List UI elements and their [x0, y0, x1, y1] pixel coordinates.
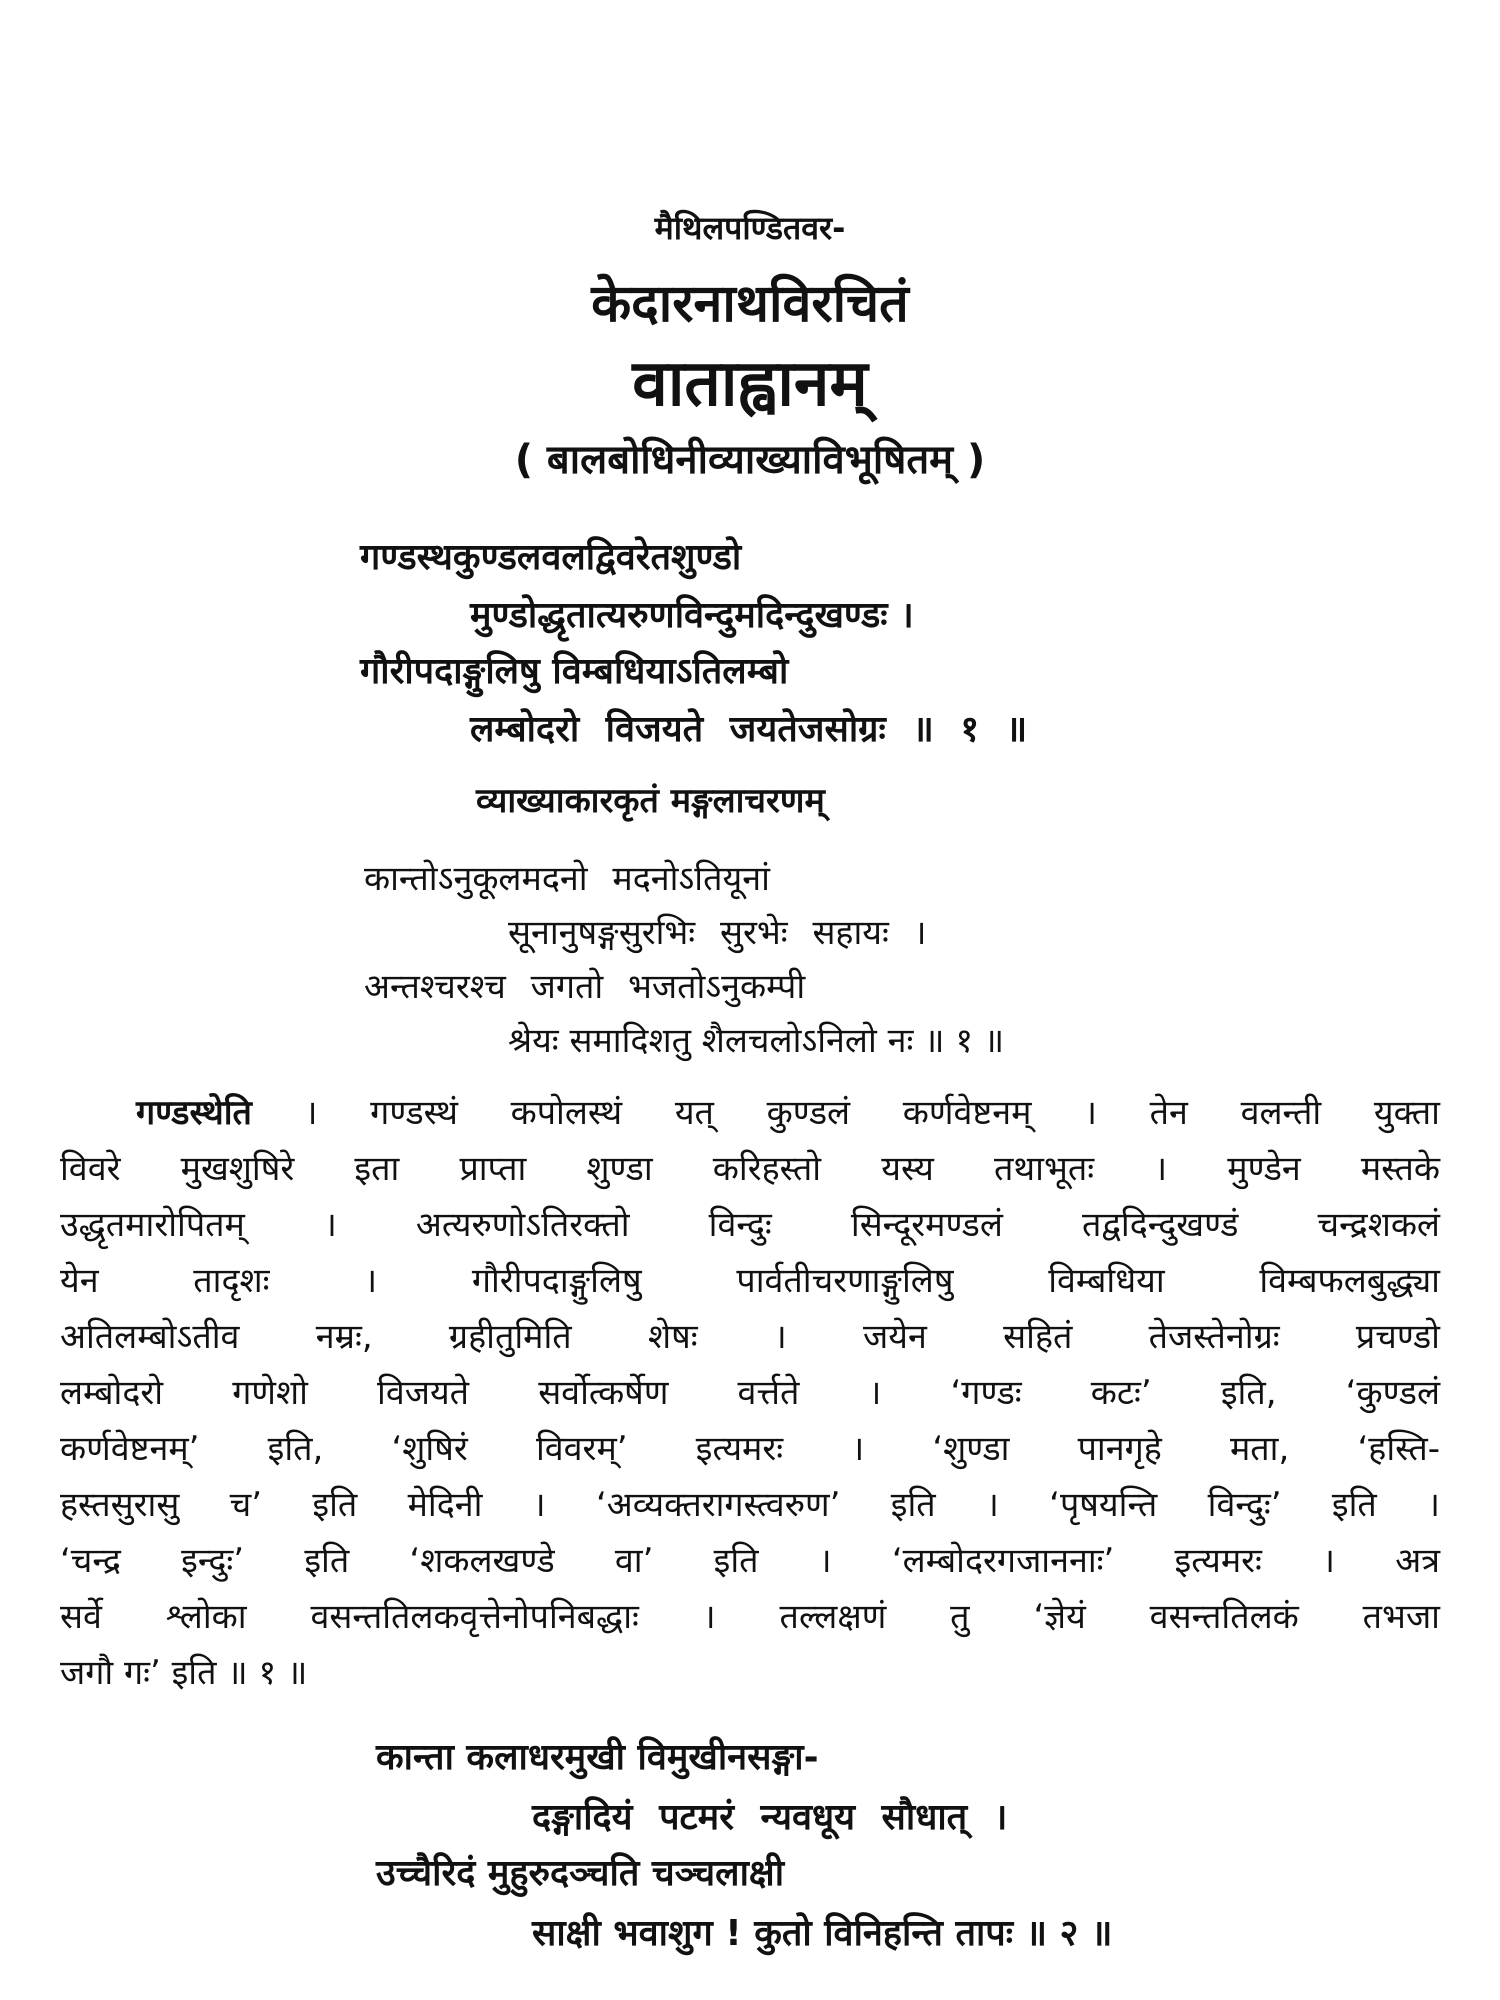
- commentary-line: [60, 1093, 1440, 1152]
- commentary-line: उद्धृतमारोपितम् । अत्यरुणोऽतिरक्तो विन्दुः सिन्दूरमण्डलं तद्वदिन्दुखण्डं चन्द्रशकलं: [60, 1205, 1440, 1245]
- subtitle: ( बालबोधिनीव्याख्याविभूषितम् ): [514, 437, 986, 483]
- verse2-line-2: दङ्गादियं पटमरं न्यवधूय सौधात् ।: [532, 1797, 1008, 1838]
- verse1-line-4: लम्बोदरो विजयते जयतेजसोग्रः ॥ १ ॥: [470, 709, 1028, 750]
- mangala-line-1: कान्तोऽनुकूलमदनो मदनोऽतियूनां: [364, 859, 770, 899]
- verse2-line-3: उच्चैरिदं मुहुरुदञ्चति चञ्चलाक्षी: [376, 1853, 785, 1894]
- author-title: केदारनाथविरचितं: [591, 274, 909, 334]
- commentary-line: लम्बोदरो गणेशो विजयते सर्वोत्कर्षेण वर्त्तते । ‘गण्डः कटः’ इति, ‘कुण्डलं: [60, 1373, 1440, 1413]
- verse2-line-1: कान्ता कलाधरमुखी विमुखीनसङ्गा-: [376, 1737, 819, 1778]
- commentary-paragraph: [60, 1093, 1440, 1712]
- commentary-line: सर्वे श्लोका वसन्ततिलकवृत्तेनोपनिबद्धाः । तल्लक्षणं तु ‘ज्ञेयं वसन्ततिलकं तभजा: [60, 1597, 1440, 1637]
- pre-title: मैथिलपण्डितवर-: [654, 209, 846, 247]
- commentary-line: ‘चन्द्र इन्दुः’ इति ‘शकलखण्डे वा’ इति । ‘लम्बोदरगजाननाः’ इत्यमरः । अत्र: [60, 1541, 1440, 1581]
- commentary-line: हस्तसुरासु च’ इति मेदिनी । ‘अव्यक्तरागस्त्वरुण’ इति । ‘पृषयन्ति विन्दुः’ इति ।: [60, 1485, 1440, 1525]
- mangala-heading: व्याख्याकारकृतं मङ्गलाचरणम्: [476, 781, 825, 821]
- commentary-lead: गण्डस्थेति: [136, 1093, 252, 1133]
- mangala-line-3: अन्तश्चरश्च जगतो भजतोऽनुकम्पी: [364, 967, 806, 1007]
- commentary-text: । गण्डस्थं कपोलस्थं यत् कुण्डलं कर्णवेष्टनम् । तेन वलन्ती युक्ता: [304, 1093, 1440, 1133]
- work-title: वाताह्वानम्: [632, 347, 868, 421]
- commentary-line: अतिलम्बोऽतीव नम्रः, ग्रहीतुमिति शेषः । जयेन सहितं तेजस्तेनोग्रः प्रचण्डो: [60, 1317, 1440, 1357]
- verse1-line-1: गण्डस्थकुण्डलवलद्विवरेतशुण्डो: [360, 537, 742, 578]
- verse1-line-3: गौरीपदाङ्गुलिषु विम्बधियाऽतिलम्बो: [360, 651, 789, 692]
- mangala-line-2: सूनानुषङ्गसुरभिः सुरभेः सहायः ।: [508, 913, 927, 953]
- commentary-line: विवरे मुखशुषिरे इता प्राप्ता शुण्डा करिहस्तो यस्य तथाभूतः । मुण्डेन मस्तके: [60, 1149, 1440, 1189]
- verse1-line-2: मुण्डोद्धृतात्यरुणविन्दुमदिन्दुखण्डः ।: [470, 595, 914, 636]
- commentary-line: कर्णवेष्टनम्’ इति, ‘शुषिरं विवरम्’ इत्यमरः । ‘शुण्डा पानगृहे मता, ‘हस्ति-: [60, 1429, 1440, 1469]
- commentary-line: येन तादृशः । गौरीपदाङ्गुलिषु पार्वतीचरणाङ्गुलिषु विम्बधिया विम्बफलबुद्ध्या: [60, 1261, 1440, 1301]
- commentary-line: जगौ गः’ इति ॥ १ ॥: [60, 1653, 308, 1693]
- verse2-line-4: साक्षी भवाशुग ! कुतो विनिहन्ति तापः ॥ २ ॥: [532, 1913, 1113, 1954]
- mangala-line-4: श्रेयः समादिशतु शैलचलोऽनिलो नः ॥ १ ॥: [508, 1021, 1005, 1061]
